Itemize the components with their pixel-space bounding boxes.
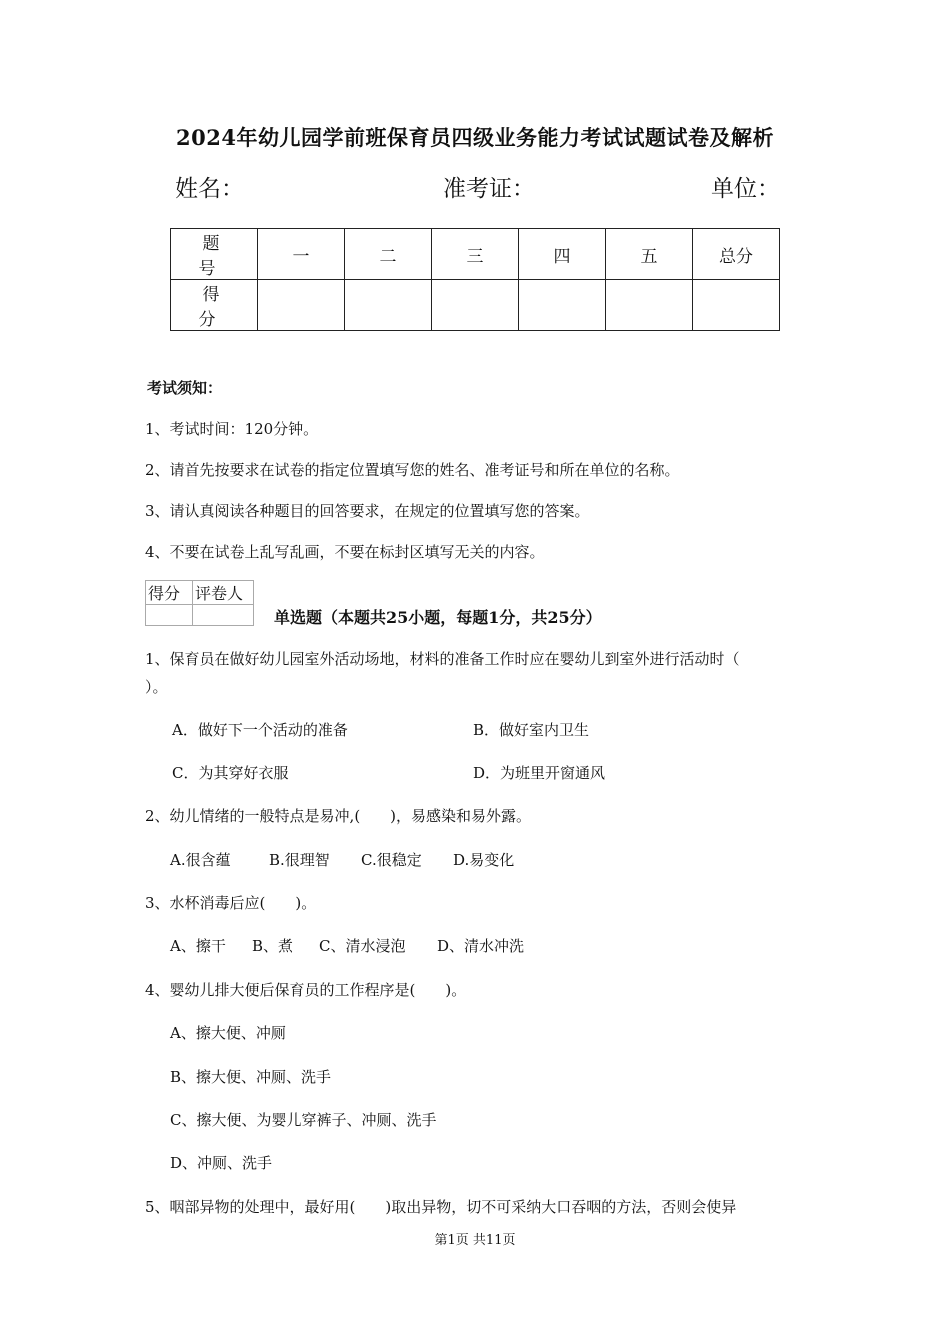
- question-text: 1、保育员在做好幼儿园室外活动场地，材料的准备工作时应在婴幼儿到室外进行活动时（: [145, 650, 740, 668]
- note-item: 4、不要在试卷上乱写乱画，不要在标封区填写无关的内容。: [145, 543, 545, 561]
- option[interactable]: A.很含蕴: [170, 851, 231, 869]
- option[interactable]: C、擦大便、为婴儿穿裤子、冲厕、洗手: [170, 1111, 437, 1129]
- option[interactable]: C.很稳定: [361, 851, 422, 869]
- option[interactable]: A、擦大便、冲厕: [170, 1024, 286, 1042]
- grader-name-label: 评卷人: [193, 581, 254, 605]
- question-text-continued: ）。: [145, 678, 168, 696]
- score-cell[interactable]: [519, 280, 606, 331]
- score-table-score-row: [171, 280, 780, 331]
- option[interactable]: A、擦干: [170, 937, 226, 955]
- score-cell[interactable]: [345, 280, 432, 331]
- score-table-header-cell: 三: [432, 229, 519, 280]
- score-table-row-label: 得 分: [171, 280, 258, 331]
- grader-score-label: 得分: [146, 581, 193, 605]
- score-cell[interactable]: [258, 280, 345, 331]
- notes-title: 考试须知：: [147, 379, 223, 397]
- question-text: 4、婴幼儿排大便后保育员的工作程序是( )。: [145, 981, 467, 999]
- score-table-header-cell: 题 号: [171, 229, 258, 280]
- option[interactable]: D．为班里开窗通风: [473, 764, 606, 782]
- score-table-header-cell: 一: [258, 229, 345, 280]
- score-table-header-cell: 二: [345, 229, 432, 280]
- grader-score-cell[interactable]: [146, 605, 193, 626]
- option[interactable]: C．为其穿好衣服: [172, 764, 289, 782]
- name-field-label: 姓名：: [175, 176, 244, 202]
- score-table-header-cell: 四: [519, 229, 606, 280]
- note-item: 2、请首先按要求在试卷的指定位置填写您的姓名、准考证号和所在单位的名称。: [145, 461, 680, 479]
- option[interactable]: D、冲厕、洗手: [170, 1154, 273, 1172]
- option[interactable]: D.易变化: [453, 851, 515, 869]
- page-footer: 第1页 共11页: [434, 1233, 516, 1248]
- score-table: [170, 228, 780, 331]
- option[interactable]: D、清水冲洗: [437, 937, 525, 955]
- question-text: 3、水杯消毒后应( )。: [145, 894, 317, 912]
- note-item: 3、请认真阅读各种题目的回答要求，在规定的位置填写您的答案。: [145, 502, 590, 520]
- question-text: 2、幼儿情绪的一般特点是易冲,( )，易感染和易外露。: [145, 807, 532, 825]
- score-cell[interactable]: [432, 280, 519, 331]
- score-cell[interactable]: [606, 280, 693, 331]
- exam-id-field-label: 准考证：: [443, 176, 535, 202]
- option[interactable]: A．做好下一个活动的准备: [172, 721, 348, 739]
- section-title: 单选题（本题共25小题，每题1分，共25分）: [274, 608, 602, 627]
- score-cell[interactable]: [693, 280, 780, 331]
- score-table-header-cell: 总分: [693, 229, 780, 280]
- option[interactable]: B、煮: [252, 937, 294, 955]
- note-item: 1、考试时间：120分钟。: [145, 420, 319, 438]
- unit-field-label: 单位：: [711, 176, 780, 202]
- question-text: 5、咽部异物的处理中，最好用( )取出异物，切不可采纳大口吞咽的方法，否则会使异: [145, 1198, 737, 1216]
- score-table-header-row: [171, 229, 780, 280]
- grader-box: [145, 580, 254, 626]
- option[interactable]: B.很理智: [269, 851, 330, 869]
- grader-name-cell[interactable]: [193, 605, 254, 626]
- page-title: 2024年幼儿园学前班保育员四级业务能力考试试题试卷及解析: [176, 125, 774, 150]
- option[interactable]: C、清水浸泡: [319, 937, 406, 955]
- score-table-header-cell: 五: [606, 229, 693, 280]
- option[interactable]: B．做好室内卫生: [473, 721, 590, 739]
- option[interactable]: B、擦大便、冲厕、洗手: [170, 1068, 332, 1086]
